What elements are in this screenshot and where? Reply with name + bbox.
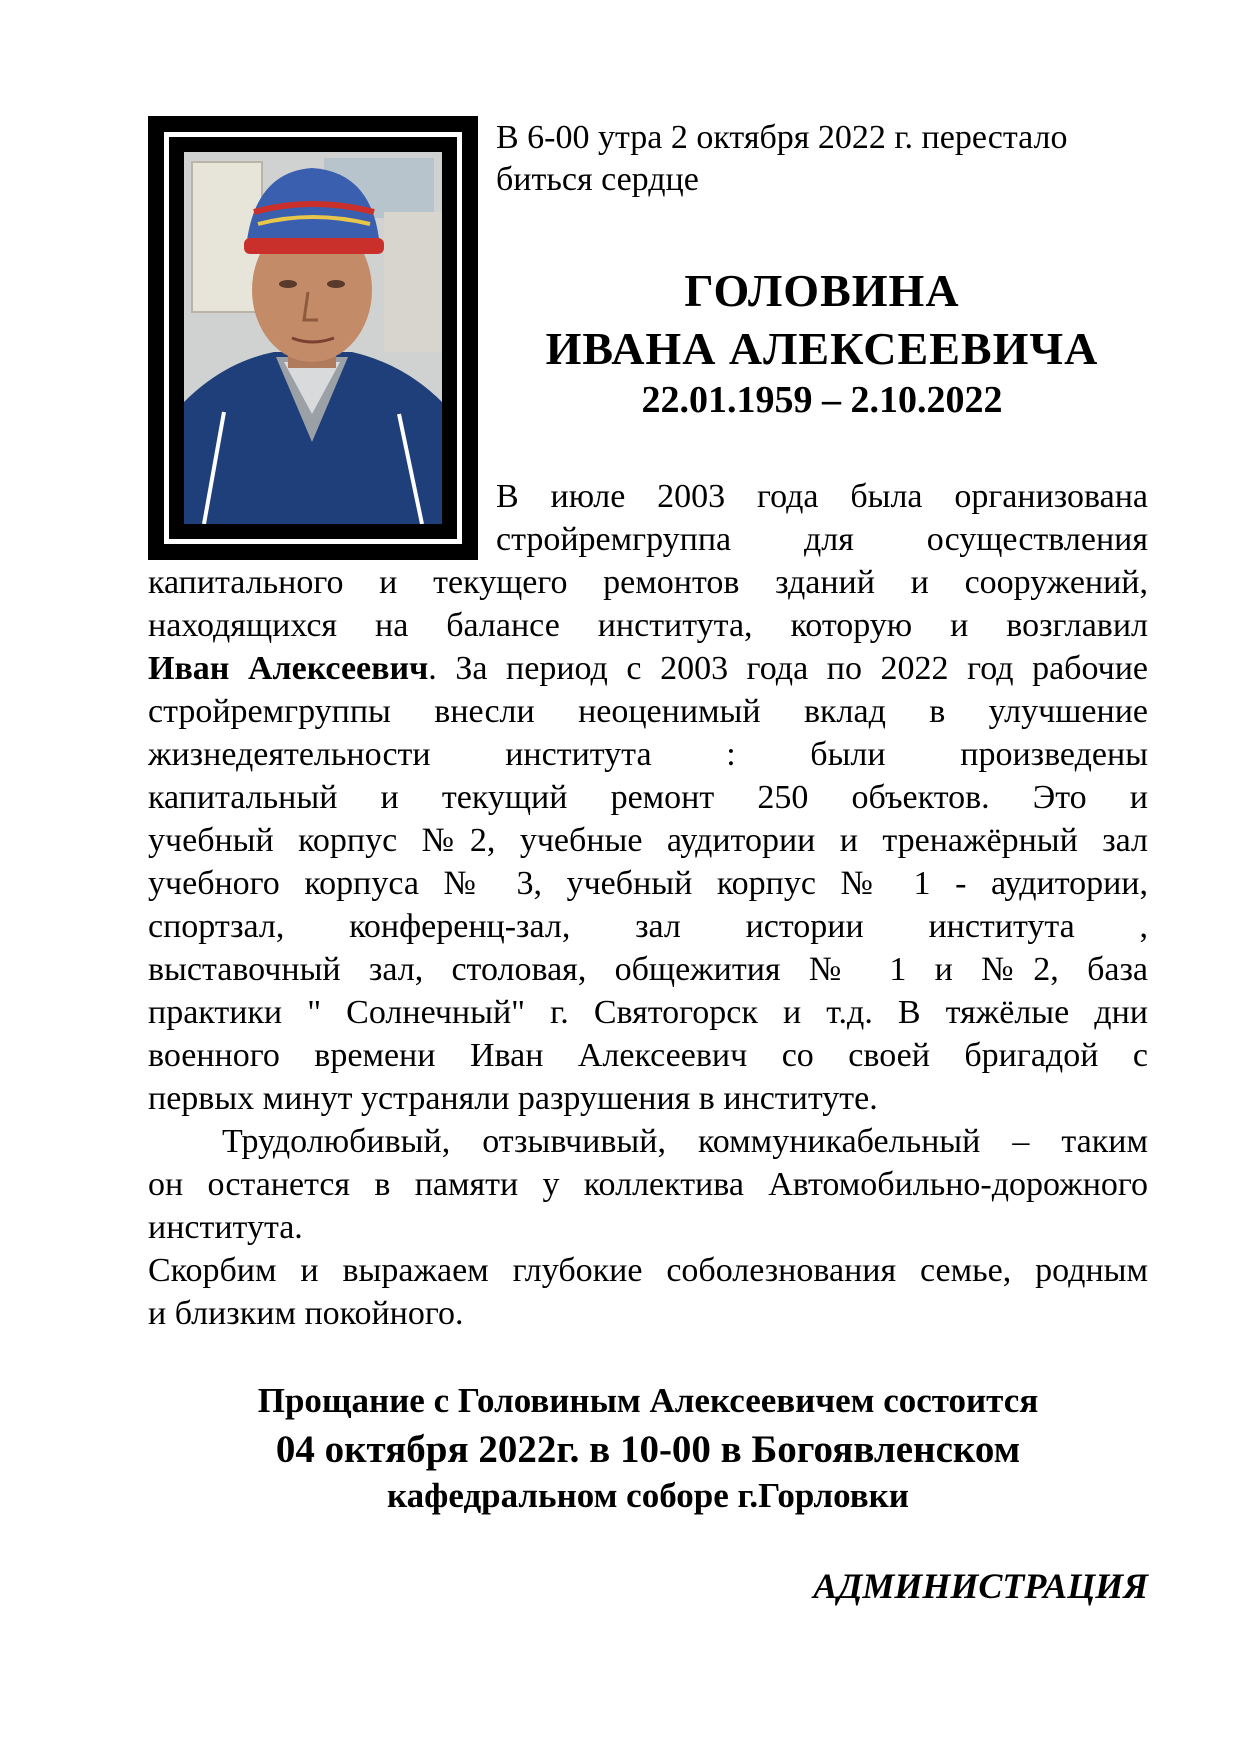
intro-line-2: биться сердце: [496, 161, 699, 198]
bio-line: капитального и текущего ремонтов зданий и сооружений,: [148, 564, 1148, 601]
deceased-given-names: ИВАНА АЛЕКСЕЕВИЧА: [545, 323, 1099, 374]
bio-line: спортзал, конференц-зал, зал истории института ,: [148, 908, 1148, 945]
portrait-photo: [184, 152, 442, 524]
bio-line: учебный корпус №2, учебные аудитории и тренажёрный зал: [148, 822, 1148, 859]
signature: АДМИНИСТРАЦИЯ: [813, 1566, 1148, 1606]
bio-line: жизнедеятельности института : были произведены: [148, 736, 1148, 773]
bio-line-with-name: [148, 650, 1148, 688]
tribute-line: института.: [148, 1209, 303, 1246]
portrait-frame: [148, 116, 478, 560]
farewell-line-2: 04 октября 2022г. в 10-00 в Богоявленском: [275, 1428, 1021, 1471]
intro-text: [496, 117, 1148, 201]
farewell-line-1: Прощание с Головиным Алексеевичем состоится: [257, 1381, 1039, 1420]
bio-line: стройремгруппа для осуществления: [496, 521, 1148, 558]
life-dates: 22.01.1959 – 2.10.2022: [641, 379, 1003, 421]
bio-line: В июле 2003 года была организована: [496, 478, 1148, 515]
bio-line: стройремгруппы внесли неоценимый вклад в улучшение: [148, 693, 1148, 730]
bio-name-bold: Иван Алексеевич: [148, 650, 429, 687]
condolences-line: и близким покойного.: [148, 1295, 464, 1332]
tribute-line: Трудолюбивый, отзывчивый, коммуникабельный – таким: [222, 1123, 1148, 1160]
farewell-line-3: кафедральном соборе г.Горловки: [387, 1476, 909, 1515]
bio-line-rest: . За период с 2003 года по 2022 год рабочие: [428, 650, 1148, 687]
bio-line: военного времени Иван Алексеевич со своей бригадой с: [148, 1037, 1148, 1074]
bio-line: капитальный и текущий ремонт 250 объектов. Это и: [148, 779, 1148, 816]
tribute-line: он останется в памяти у коллектива Автомобильно-дорожного: [148, 1166, 1148, 1203]
bio-line: первых минут устраняли разрушения в институте.: [148, 1080, 878, 1117]
bio-line: находящихся на балансе института, которую и возглавил: [148, 607, 1148, 644]
condolences-line: Скорбим и выражаем глубокие соболезнования семье, родным: [148, 1252, 1148, 1289]
bio-line: выставочный зал, столовая, общежития № 1 и №2, база: [148, 951, 1148, 988]
bio-line: практики " Солнечный" г. Святогорск и т.д. В тяжёлые дни: [148, 994, 1148, 1031]
intro-line-1: В 6-00 утра 2 октября 2022 г. перестало: [496, 119, 1068, 156]
bio-line: учебного корпуса № 3, учебный корпус № 1 - аудитории,: [148, 865, 1148, 902]
deceased-surname: ГОЛОВИНА: [684, 265, 960, 316]
